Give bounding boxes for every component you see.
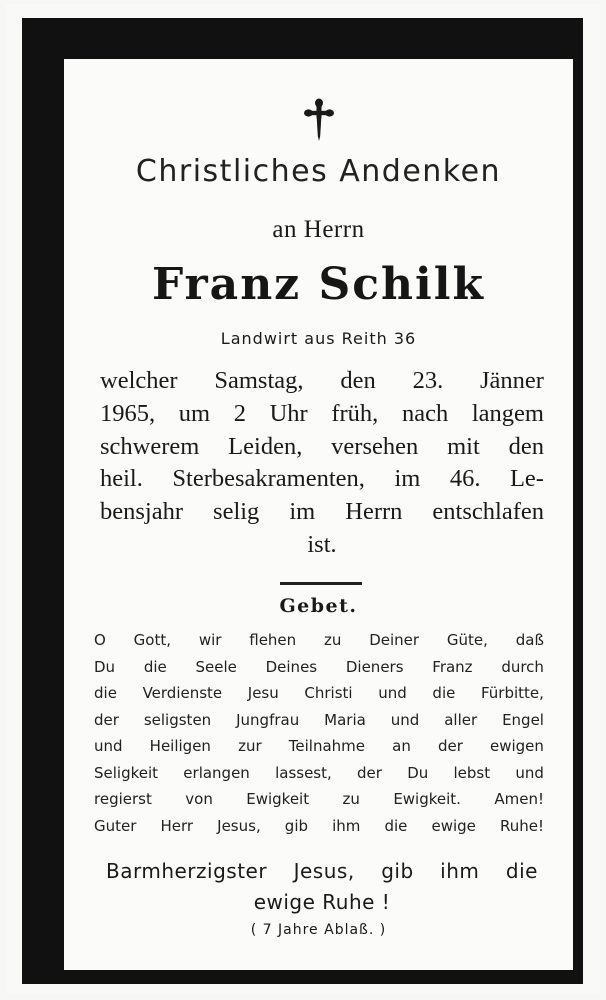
- indulgence-note: ( 7 Jahre Ablaß. ): [250, 922, 387, 938]
- word: Du: [94, 657, 116, 676]
- word: regierst: [94, 790, 152, 808]
- obituary-line: [100, 496, 544, 529]
- word: von: [185, 790, 213, 808]
- word: 23.: [412, 367, 444, 394]
- prayer-line: [94, 680, 544, 707]
- word: Verdienste: [142, 684, 223, 702]
- word: lassest,: [275, 763, 332, 782]
- word: der: [357, 763, 382, 782]
- obituary-line: [100, 463, 544, 496]
- occupation-line: Landwirt aus Reith 36: [220, 329, 417, 348]
- word: und: [390, 710, 420, 729]
- word: ewige: [431, 816, 476, 835]
- word: Jesus,: [217, 816, 261, 835]
- word: Le-: [509, 465, 544, 493]
- word: gib: [381, 859, 414, 883]
- word: Ruhe!: [499, 816, 544, 835]
- word: Engel: [502, 710, 544, 729]
- word: zur: [238, 737, 262, 755]
- word: Herrn: [345, 498, 403, 526]
- word: bensjahr: [100, 498, 183, 526]
- prayer-line: [94, 760, 544, 787]
- word: die: [384, 816, 408, 835]
- black-mourning-border: [22, 18, 583, 984]
- word: die: [432, 684, 456, 702]
- word: entschlafen: [432, 498, 544, 526]
- divider: [280, 582, 362, 585]
- word: mit: [447, 432, 480, 460]
- word: Guter: [94, 816, 137, 835]
- word: der: [437, 737, 463, 755]
- word: ewigen: [490, 737, 544, 755]
- word: ihm: [440, 859, 480, 883]
- obituary-line: [100, 398, 544, 431]
- word: früh,: [331, 399, 379, 427]
- word: selig: [213, 498, 260, 526]
- word: Maria: [324, 710, 366, 729]
- word: im: [394, 465, 421, 493]
- word: Franz: [432, 657, 473, 676]
- word: welcher: [100, 367, 178, 394]
- word: Jesus,: [293, 859, 355, 883]
- word: Sterbesakramenten,: [172, 465, 365, 493]
- word: und: [515, 763, 544, 782]
- prayer-line: [94, 733, 544, 760]
- word: Teilnahme: [288, 737, 365, 755]
- word: Amen!: [494, 790, 544, 808]
- word: die: [94, 684, 117, 702]
- word: Christi: [304, 684, 353, 702]
- word: an: [392, 737, 411, 755]
- word: Ewigkeit: [246, 790, 310, 808]
- word: Ewigkeit.: [393, 790, 461, 808]
- word: wir: [198, 631, 222, 649]
- word: Deines: [265, 657, 318, 676]
- word: der: [94, 710, 119, 729]
- prayer-line: [94, 813, 544, 840]
- word: seligsten: [143, 710, 212, 729]
- word: im: [289, 498, 316, 526]
- word: Dieners: [345, 657, 404, 676]
- obituary-line: [100, 365, 544, 398]
- card-body: [64, 59, 573, 970]
- word: zu: [342, 790, 360, 808]
- card-heading: Christliches Andenken: [135, 154, 502, 189]
- word: schwerem: [100, 432, 200, 460]
- cross-icon: [64, 98, 573, 142]
- word: daß: [515, 631, 544, 649]
- word: Leiden,: [228, 432, 303, 460]
- word: Jänner: [480, 367, 544, 394]
- prayer-text: [94, 627, 544, 839]
- closing-plea: [106, 856, 538, 918]
- word: Jesu: [247, 684, 279, 702]
- word: Seligkeit: [94, 763, 159, 782]
- word: und: [94, 737, 123, 755]
- word: Fürbitte,: [480, 684, 544, 702]
- word: Seele: [195, 657, 237, 676]
- word: zu: [324, 631, 342, 649]
- word: die: [505, 859, 538, 883]
- word: nach: [401, 399, 449, 427]
- word: 2: [233, 399, 246, 427]
- word: heil.: [100, 465, 143, 493]
- word: erlangen: [183, 763, 250, 782]
- word: ihm: [332, 816, 361, 835]
- prayer-line: [94, 707, 544, 734]
- prayer-title: Gebet.: [279, 595, 358, 617]
- prayer-line: [94, 627, 544, 654]
- word: O: [94, 631, 106, 649]
- word: Güte,: [446, 631, 488, 649]
- word: die: [143, 657, 167, 676]
- prayer-line: [94, 654, 544, 681]
- word: Barmherzigster: [106, 859, 268, 883]
- word: und: [378, 684, 407, 702]
- word: 1965,: [100, 399, 156, 427]
- word: Uhr: [269, 399, 308, 427]
- word: aller: [444, 710, 478, 729]
- word: versehen: [331, 432, 419, 460]
- word: gib: [284, 816, 309, 835]
- prayer-line: [94, 786, 544, 813]
- word: Heiligen: [149, 737, 211, 755]
- word: Samstag,: [214, 367, 304, 394]
- word: Du: [407, 763, 429, 782]
- salutation: an Herrn: [272, 216, 365, 243]
- deceased-name: Franz Schilk: [152, 259, 485, 310]
- word: durch: [501, 657, 544, 676]
- word: Jungfrau: [236, 710, 300, 729]
- obituary-line: [100, 431, 544, 464]
- obituary-line: ist.: [307, 530, 337, 558]
- obituary-text: [100, 365, 544, 562]
- word: Gott,: [133, 631, 171, 649]
- word: lebst: [453, 763, 491, 782]
- word: langem: [471, 399, 544, 427]
- memorial-card: [6, 4, 600, 994]
- plea-line: ewige Ruhe !: [253, 890, 391, 914]
- word: Deiner: [369, 631, 420, 649]
- plea-line: [106, 856, 538, 887]
- word: um: [178, 399, 211, 427]
- word: den: [508, 432, 544, 460]
- word: 46.: [449, 465, 481, 493]
- word: Herr: [160, 816, 194, 835]
- word: den: [340, 367, 376, 394]
- word: flehen: [249, 631, 297, 649]
